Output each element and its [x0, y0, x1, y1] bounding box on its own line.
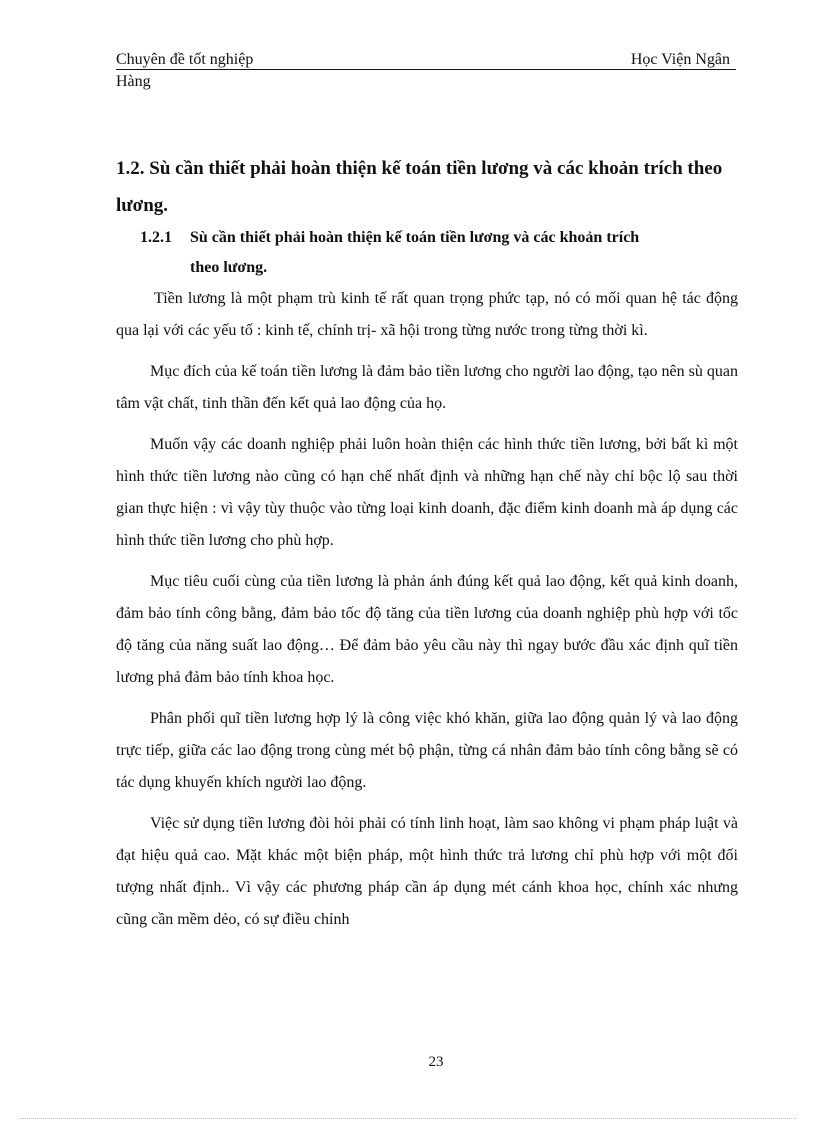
page-header: [116, 50, 736, 92]
section-heading: 1.2. Sù cần thiết phải hoàn thiện kế toán tiền lương và các khoản trích theo lương.: [116, 158, 723, 216]
subsection-number: 1.2.1: [140, 229, 172, 246]
subsection-title-line2: theo lương.: [190, 259, 268, 276]
paragraph: Việc sử dụng tiền lương đòi hỏi phải có tính linh hoạt, làm sao không vi phạm pháp luật và đạt hiệu quả cao. Mặt khác một biện pháp, một hình thức trả lương chỉ phù hợp với một đối tượng nhất định.. Vì vậy các phương pháp cần áp dụng mét cánh khoa học, chính xác nhưng cũng cần mềm dẻo, có sự điều chỉnh: [116, 815, 738, 928]
header-institution-wrap: Hàng: [116, 73, 151, 90]
page-number: 23: [428, 1054, 444, 1070]
paragraph: Mục đích của kế toán tiền lương là đảm bảo tiền lương cho người lao động, tạo nên sù quan tâm vật chất, tinh thần đến kết quả lao động của họ.: [116, 363, 738, 412]
paragraph: Phân phối quĩ tiền lương hợp lý là công việc khó khăn, giữa lao động quản lý và lao động trực tiếp, giữa các lao động trong cùng mét bộ phận, từng cá nhân đảm bảo tính công bằng sẽ có tác dụng khuyến khích người lao động.: [116, 710, 738, 791]
header-institution: Học Viện Ngân: [630, 51, 730, 68]
page-footer-divider: [20, 1118, 796, 1119]
body-text: [116, 283, 738, 945]
paragraph: Muốn vậy các doanh nghiệp phải luôn hoàn thiện các hình thức tiền lương, bởi bất kì một hình thức tiền lương nào cũng có hạn chế nhất định và những hạn chế này chỉ bộc lộ sau thời gian thực hiện : vì vậy tùy thuộc vào từng loại kinh doanh, đặc điểm kinh doanh mà áp dụng các hình thức tiền lương cho phù hợp.: [116, 436, 738, 549]
header-row: [116, 50, 736, 70]
header-document-title: Chuyên đề tốt nghiệp: [116, 51, 254, 68]
paragraph: Mục tiêu cuối cùng của tiền lương là phản ánh đúng kết quả lao động, kết quả kinh doanh, đảm bảo tính công bằng, đảm bảo tốc độ tăng của tiền lương của doanh nghiệp phù hợp với tốc độ tăng của năng suất lao động… Để đảm bảo yêu cầu này thì ngay bước đầu xác định quĩ tiền lương phả đảm bảo tính khoa học.: [116, 573, 738, 686]
subsection-title-line1: Sù cần thiết phải hoàn thiện kế toán tiền lương và các khoản trích: [190, 229, 640, 246]
paragraph: Tiền lương là một phạm trù kinh tế rất quan trọng phức tạp, nó có mối quan hệ tác động qua lại với các yếu tố : kinh tế, chính trị- xã hội trong từng nước trong từng thời kì.: [116, 290, 738, 339]
subsection-heading: [140, 223, 740, 283]
